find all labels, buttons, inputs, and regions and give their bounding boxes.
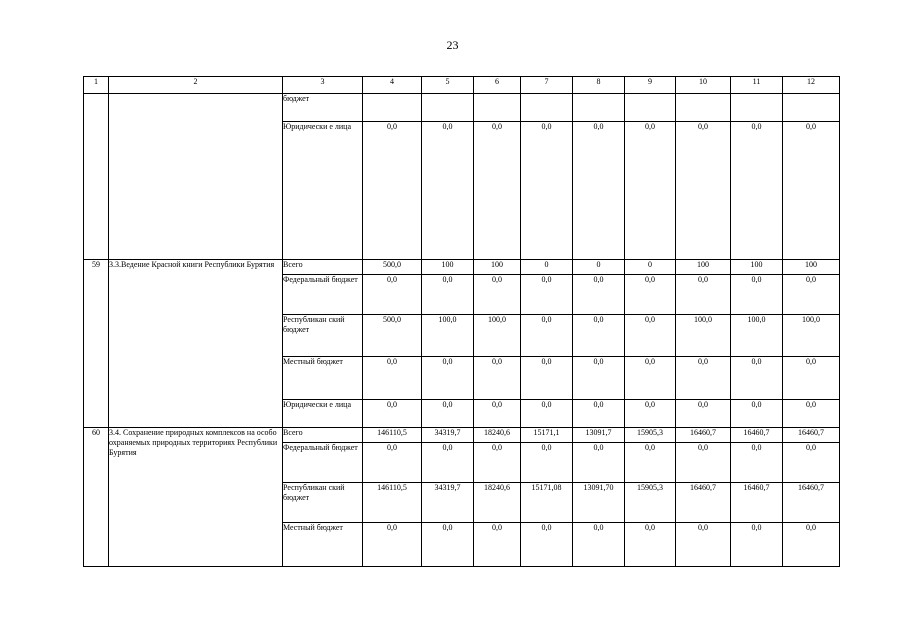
value-cell: 0,0 [783, 523, 840, 567]
value-cell: 0,0 [731, 523, 783, 567]
funding-source: Местный бюджет [283, 523, 363, 567]
value-cell: 0,0 [474, 443, 521, 483]
row-number-cell: 59 [84, 260, 109, 428]
value-cell: 0 [625, 260, 676, 275]
value-cell: 0,0 [474, 357, 521, 400]
row-number-cell [84, 94, 109, 260]
value-cell: 0,0 [474, 523, 521, 567]
value-cell: 0,0 [422, 400, 474, 428]
value-cell: 0,0 [625, 523, 676, 567]
value-cell: 0,0 [521, 315, 573, 357]
value-cell: 0,0 [625, 122, 676, 260]
value-cell [731, 94, 783, 122]
value-cell [783, 94, 840, 122]
funding-source: бюджет [283, 94, 363, 122]
column-header: 7 [521, 77, 573, 94]
column-header: 12 [783, 77, 840, 94]
value-cell: 0,0 [363, 443, 422, 483]
value-cell [573, 94, 625, 122]
value-cell: 0,0 [363, 400, 422, 428]
value-cell: 0,0 [573, 122, 625, 260]
value-cell: 0,0 [783, 400, 840, 428]
value-cell: 0,0 [573, 523, 625, 567]
funding-source: Всего [283, 428, 363, 443]
funding-source: Местный бюджет [283, 357, 363, 400]
value-cell: 0,0 [676, 275, 731, 315]
value-cell: 13091,7 [573, 428, 625, 443]
value-cell: 0,0 [363, 357, 422, 400]
value-cell: 100 [676, 260, 731, 275]
value-cell: 0,0 [363, 523, 422, 567]
column-header: 9 [625, 77, 676, 94]
value-cell: 16460,7 [731, 483, 783, 523]
value-cell: 0,0 [474, 400, 521, 428]
value-cell: 0,0 [625, 315, 676, 357]
value-cell: 0,0 [363, 275, 422, 315]
funding-source: Федеральный бюджет [283, 275, 363, 315]
value-cell: 0,0 [422, 122, 474, 260]
budget-table [83, 76, 840, 567]
value-cell: 0,0 [625, 400, 676, 428]
value-cell: 0,0 [625, 275, 676, 315]
entry-title-cell [109, 94, 283, 260]
value-cell: 0,0 [422, 275, 474, 315]
column-header: 4 [363, 77, 422, 94]
column-header: 1 [84, 77, 109, 94]
funding-source: Всего [283, 260, 363, 275]
value-cell: 0,0 [676, 443, 731, 483]
value-cell: 0,0 [573, 400, 625, 428]
value-cell: 13091,70 [573, 483, 625, 523]
value-cell: 0,0 [676, 400, 731, 428]
value-cell: 0,0 [422, 523, 474, 567]
value-cell [625, 94, 676, 122]
value-cell: 500,0 [363, 260, 422, 275]
value-cell: 15171,08 [521, 483, 573, 523]
value-cell: 34319,7 [422, 428, 474, 443]
value-cell: 0,0 [731, 122, 783, 260]
value-cell: 0,0 [573, 315, 625, 357]
value-cell: 0,0 [521, 400, 573, 428]
value-cell: 100,0 [422, 315, 474, 357]
value-cell: 0,0 [625, 443, 676, 483]
value-cell: 16460,7 [676, 428, 731, 443]
funding-source: Юридически е лица [283, 400, 363, 428]
value-cell: 0,0 [783, 357, 840, 400]
value-cell: 100 [474, 260, 521, 275]
column-header: 3 [283, 77, 363, 94]
value-cell [474, 94, 521, 122]
value-cell: 16460,7 [676, 483, 731, 523]
value-cell: 0,0 [422, 443, 474, 483]
column-header: 8 [573, 77, 625, 94]
value-cell: 100,0 [731, 315, 783, 357]
value-cell: 18240,6 [474, 428, 521, 443]
value-cell: 34319,7 [422, 483, 474, 523]
value-cell: 0,0 [783, 275, 840, 315]
column-header: 2 [109, 77, 283, 94]
value-cell [521, 94, 573, 122]
value-cell: 100 [731, 260, 783, 275]
value-cell: 0,0 [521, 275, 573, 315]
value-cell: 100,0 [783, 315, 840, 357]
value-cell: 0,0 [474, 122, 521, 260]
funding-source: Республикан ский бюджет [283, 483, 363, 523]
value-cell [676, 94, 731, 122]
value-cell: 0,0 [731, 275, 783, 315]
value-cell: 16460,7 [783, 483, 840, 523]
value-cell: 15905,3 [625, 483, 676, 523]
table-row [84, 260, 840, 275]
value-cell: 0,0 [783, 122, 840, 260]
value-cell: 0,0 [573, 275, 625, 315]
column-header: 10 [676, 77, 731, 94]
value-cell: 0 [521, 260, 573, 275]
column-header: 11 [731, 77, 783, 94]
value-cell: 0,0 [521, 443, 573, 483]
value-cell [363, 94, 422, 122]
value-cell: 100 [422, 260, 474, 275]
funding-source: Юридически е лица [283, 122, 363, 260]
value-cell: 0,0 [521, 122, 573, 260]
value-cell: 16460,7 [783, 428, 840, 443]
value-cell: 0,0 [676, 523, 731, 567]
funding-source: Федеральный бюджет [283, 443, 363, 483]
value-cell: 0 [573, 260, 625, 275]
value-cell: 100,0 [474, 315, 521, 357]
value-cell: 0,0 [573, 443, 625, 483]
value-cell: 0,0 [521, 523, 573, 567]
value-cell: 100 [783, 260, 840, 275]
value-cell: 100,0 [676, 315, 731, 357]
value-cell: 18240,6 [474, 483, 521, 523]
value-cell: 0,0 [731, 357, 783, 400]
value-cell: 500,0 [363, 315, 422, 357]
value-cell: 0,0 [731, 443, 783, 483]
value-cell: 0,0 [783, 443, 840, 483]
value-cell: 0,0 [573, 357, 625, 400]
table-row [84, 428, 840, 443]
value-cell: 0,0 [625, 357, 676, 400]
value-cell [422, 94, 474, 122]
entry-title-cell: 3.3.Ведение Красной книги Республики Бурятия [109, 260, 283, 428]
value-cell: 146110,5 [363, 483, 422, 523]
value-cell: 0,0 [474, 275, 521, 315]
value-cell: 0,0 [676, 122, 731, 260]
value-cell: 0,0 [731, 400, 783, 428]
row-number-cell: 60 [84, 428, 109, 567]
column-header: 6 [474, 77, 521, 94]
value-cell: 15905,3 [625, 428, 676, 443]
value-cell: 15171,1 [521, 428, 573, 443]
value-cell: 146110,5 [363, 428, 422, 443]
value-cell: 0,0 [676, 357, 731, 400]
table-row [84, 94, 840, 122]
value-cell: 0,0 [521, 357, 573, 400]
value-cell: 0,0 [363, 122, 422, 260]
page-number: 23 [446, 38, 459, 52]
funding-source: Республикан ский бюджет [283, 315, 363, 357]
value-cell: 0,0 [422, 357, 474, 400]
column-header: 5 [422, 77, 474, 94]
value-cell: 16460,7 [731, 428, 783, 443]
column-number-row [84, 77, 840, 94]
entry-title-cell: 3.4. Сохранение природных комплексов на особо охраняемых природных территориях Республики Бурятия [109, 428, 283, 567]
